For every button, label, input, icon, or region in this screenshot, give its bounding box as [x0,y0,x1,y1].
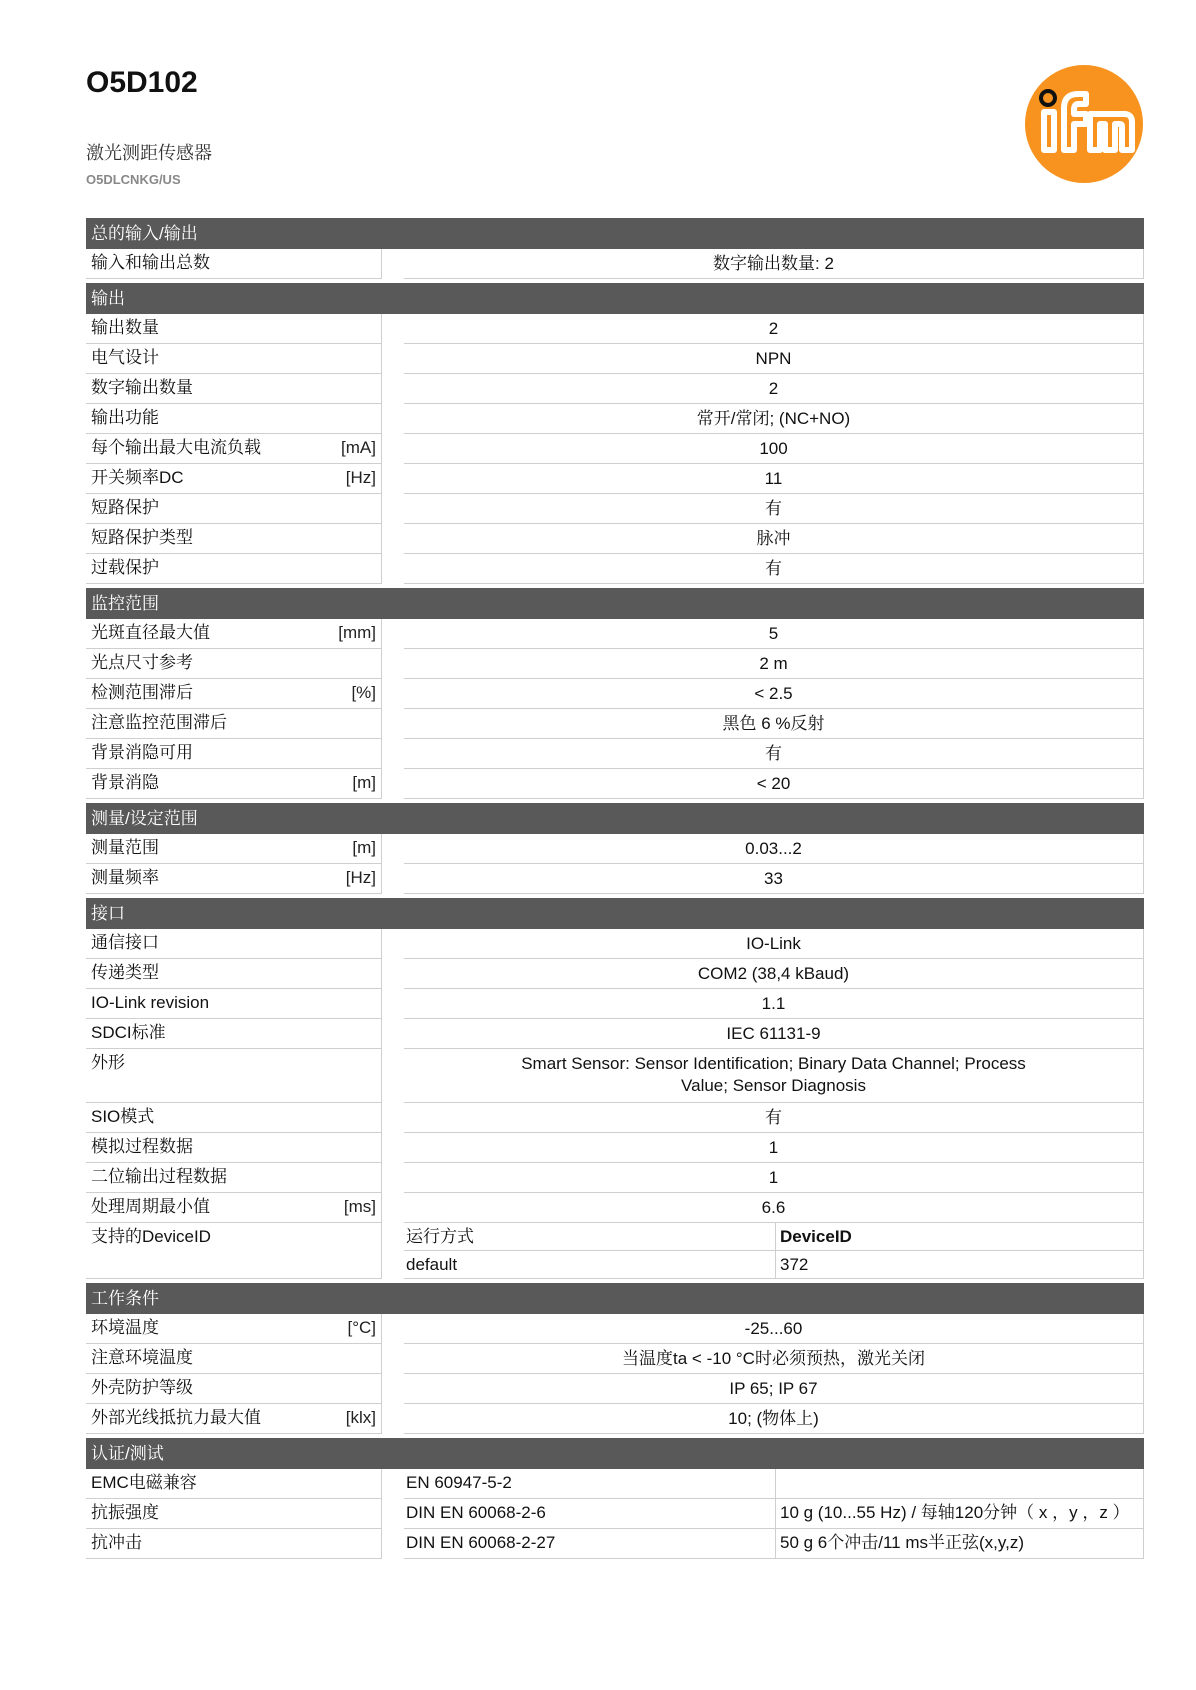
spec-label-cell [86,1314,382,1344]
spec-label: IO-Link revision [91,993,210,1012]
spec-label: 传递类型 [91,963,159,982]
spec-label: 每个输出最大电流负载 [91,438,261,457]
spec-label-cell [86,314,382,344]
spec-value: 2 [404,374,1144,404]
spec-row [86,1049,1144,1103]
spec-value: 常开/常闭; (NC+NO) [404,404,1144,434]
spec-row [86,1133,1144,1163]
spacer [382,739,404,769]
spec-row [86,739,1144,769]
spacer [382,834,404,864]
spacer [382,1314,404,1344]
spec-label-cell [86,1103,382,1133]
spacer [382,494,404,524]
spacer [382,1499,404,1529]
test-cells [404,1469,1144,1499]
spec-value: IO-Link [404,929,1144,959]
spacer [382,619,404,649]
spec-row [86,494,1144,524]
section-header: 接口 [86,898,1144,929]
device-id-table [404,1223,1144,1279]
spec-label-cell [86,739,382,769]
spacer [382,989,404,1019]
spec-label-cell [86,1133,382,1163]
device-id-mode: default [404,1251,776,1279]
spec-value: 有 [404,494,1144,524]
spacer [382,769,404,799]
spec-label-cell [86,619,382,649]
spec-value: 1 [404,1163,1144,1193]
section-header: 输出 [86,283,1144,314]
test-detail: 50 g 6个冲击/11 ms半正弦(x,y,z) [776,1529,1144,1559]
spec-label-cell [86,1163,382,1193]
spacer [382,679,404,709]
spec-label-cell [86,1469,382,1499]
spec-value: 100 [404,434,1144,464]
spec-label: 开关频率DC [91,468,184,487]
spec-row [86,464,1144,494]
spec-label: 输出功能 [91,408,159,427]
spec-row [86,709,1144,739]
spec-label-cell [86,929,382,959]
spec-value: 33 [404,864,1144,894]
spacer [382,1469,404,1499]
spacer [382,404,404,434]
spacer [382,554,404,584]
spec-row [86,1163,1144,1193]
section-header: 总的输入/输出 [86,218,1144,249]
spec-row [86,404,1144,434]
spec-label: 环境温度 [91,1318,159,1337]
spacer [382,959,404,989]
product-subtitle: 激光测距传感器 [86,143,212,163]
device-id-head [404,1223,1144,1251]
spec-value: IEC 61131-9 [404,1019,1144,1049]
spec-row [86,959,1144,989]
device-id-value: 372 [776,1251,1144,1279]
product-title: O5D102 [86,66,198,99]
spec-value: 有 [404,554,1144,584]
spec-label-cell [86,959,382,989]
spec-value: 0.03...2 [404,834,1144,864]
section-header: 测量/设定范围 [86,803,1144,834]
spec-label: 模拟过程数据 [91,1137,193,1156]
spec-value: 2 [404,314,1144,344]
device-id-entry [404,1251,1144,1279]
spec-label-cell [86,404,382,434]
spec-label: 外壳防护等级 [91,1378,193,1397]
spec-row [86,1103,1144,1133]
spec-row [86,679,1144,709]
spacer [382,1223,404,1279]
spacer [382,524,404,554]
spec-value: 11 [404,464,1144,494]
spec-unit: [klx] [345,1408,376,1427]
spec-row [86,864,1144,894]
spec-row [86,989,1144,1019]
spec-label: 通信接口 [91,933,159,952]
spec-row [86,1019,1144,1049]
spec-value: IP 65; IP 67 [404,1374,1144,1404]
spec-label: 数字输出数量 [91,378,193,397]
spec-value: NPN [404,344,1144,374]
spec-unit: [mA] [341,438,376,457]
test-standard: DIN EN 60068-2-6 [404,1499,776,1529]
section-header: 认证/测试 [86,1438,1144,1469]
test-detail [776,1469,1144,1499]
spec-value: 黑色 6 %反射 [404,709,1144,739]
spacer [382,374,404,404]
spacer [382,1049,404,1103]
spec-value: < 2.5 [404,679,1144,709]
spacer [382,1374,404,1404]
spec-value: 当温度ta < -10 °C时必须预热，激光关闭 [404,1344,1144,1374]
spec-unit: [Hz] [345,468,376,487]
spec-label: 外部光线抵抗力最大值 [91,1408,261,1427]
spec-label-cell [86,679,382,709]
spec-value: < 20 [404,769,1144,799]
spec-value: 6.6 [404,1193,1144,1223]
test-cells [404,1499,1144,1529]
spec-label-cell [86,434,382,464]
spacer [382,1163,404,1193]
spec-row [86,524,1144,554]
spec-label: 外形 [91,1053,125,1072]
spec-label: 背景消隐 [91,773,159,792]
spec-row [86,434,1144,464]
spec-row [86,834,1144,864]
test-cells [404,1529,1144,1559]
spec-label-cell [86,344,382,374]
spacer [382,864,404,894]
spec-label: 过载保护 [91,558,159,577]
test-label: 抗冲击 [91,1533,142,1552]
spec-table [86,218,1144,1559]
spec-label: 输入和输出总数 [91,253,210,272]
device-id-head-mode: 运行方式 [404,1223,776,1251]
spacer [382,709,404,739]
spec-value: 1 [404,1133,1144,1163]
logo-dot-icon [1041,91,1055,105]
spec-value: -25...60 [404,1314,1144,1344]
spec-value: 有 [404,1103,1144,1133]
spacer [382,464,404,494]
spec-label-cell [86,1049,382,1103]
spec-label: 光斑直径最大值 [91,623,210,642]
spacer [382,1193,404,1223]
spacer [382,1404,404,1434]
spec-unit: [°C] [347,1318,376,1337]
spacer [382,344,404,374]
test-row [86,1499,1144,1529]
spec-unit: [m] [352,773,376,792]
spec-row [86,1344,1144,1374]
test-detail: 10 g (10...55 Hz) / 每轴120分钟（ x ，y ，z ） [776,1499,1144,1529]
spec-row [86,649,1144,679]
spec-row [86,249,1144,279]
spec-value: 数字输出数量: 2 [404,249,1144,279]
spec-label-cell [86,374,382,404]
spec-label: 注意监控范围滞后 [91,713,227,732]
spec-label: 检测范围滞后 [91,683,193,702]
spec-label: 光点尺寸参考 [91,653,193,672]
spec-label: SDCI标准 [91,1023,166,1042]
spec-row [86,929,1144,959]
test-standard: DIN EN 60068-2-27 [404,1529,776,1559]
device-id-row [86,1223,1144,1279]
spec-row [86,314,1144,344]
test-standard: EN 60947-5-2 [404,1469,776,1499]
spec-label: 处理周期最小值 [91,1197,210,1216]
spec-label-cell [86,834,382,864]
spec-label: 输出数量 [91,318,159,337]
test-label: EMC电磁兼容 [91,1473,197,1492]
spec-value: Smart Sensor: Sensor Identification; Binary Data Channel; Process Value; Sensor Diagnosis [404,1049,1144,1103]
spacer [382,1529,404,1559]
spec-row [86,554,1144,584]
test-row [86,1529,1144,1559]
spec-label-cell [86,464,382,494]
spec-unit: [mm] [338,623,376,642]
spec-value: 1.1 [404,989,1144,1019]
spec-row [86,374,1144,404]
spec-row [86,769,1144,799]
spec-value: 5 [404,619,1144,649]
spec-value: COM2 (38,4 kBaud) [404,959,1144,989]
spec-unit: [%] [351,683,376,702]
ifm-logo [1024,64,1144,184]
spec-label-cell [86,769,382,799]
spec-label-cell [86,1374,382,1404]
spec-label-cell [86,709,382,739]
spec-row [86,619,1144,649]
spec-label-cell [86,494,382,524]
spacer [382,1019,404,1049]
test-label: 抗振强度 [91,1503,159,1522]
product-code: O5DLCNKG/US [86,172,181,187]
spec-label: 注意环境温度 [91,1348,193,1367]
spec-label: 电气设计 [91,348,159,367]
spec-label-cell [86,864,382,894]
spec-label: 支持的DeviceID [91,1227,211,1246]
spec-label: SIO模式 [91,1107,155,1126]
spec-label-cell [86,649,382,679]
spec-row [86,1314,1144,1344]
spec-row [86,1193,1144,1223]
spacer [382,649,404,679]
spec-label-cell [86,1529,382,1559]
spec-value: 10; (物体上) [404,1404,1144,1434]
spacer [382,1344,404,1374]
section-header: 监控范围 [86,588,1144,619]
spec-label: 背景消隐可用 [91,743,193,762]
spec-label: 测量频率 [91,868,159,887]
spec-value: 脉冲 [404,524,1144,554]
spec-label: 测量范围 [91,838,159,857]
device-id-head-id: DeviceID [776,1223,1144,1251]
spec-label-cell [86,1223,382,1279]
spacer [382,929,404,959]
spec-label-cell [86,524,382,554]
test-row [86,1469,1144,1499]
spec-label-cell [86,1404,382,1434]
spec-value: 2 m [404,649,1144,679]
spec-unit: [Hz] [345,868,376,887]
spacer [382,1103,404,1133]
spec-label: 二位输出过程数据 [91,1167,227,1186]
spec-label-cell [86,989,382,1019]
spec-label: 短路保护 [91,498,159,517]
section-header: 工作条件 [86,1283,1144,1314]
spec-unit: [m] [352,838,376,857]
spec-unit: [ms] [343,1197,376,1216]
spec-value: 有 [404,739,1144,769]
spec-label-cell [86,1344,382,1374]
spacer [382,434,404,464]
spec-label-cell [86,1499,382,1529]
spec-row [86,344,1144,374]
spacer [382,1133,404,1163]
spec-label-cell [86,1193,382,1223]
spacer [382,249,404,279]
spacer [382,314,404,344]
spec-label-cell [86,1019,382,1049]
spec-row [86,1374,1144,1404]
spec-label-cell [86,554,382,584]
spec-label-cell [86,249,382,279]
spec-row [86,1404,1144,1434]
spec-label: 短路保护类型 [91,528,193,547]
